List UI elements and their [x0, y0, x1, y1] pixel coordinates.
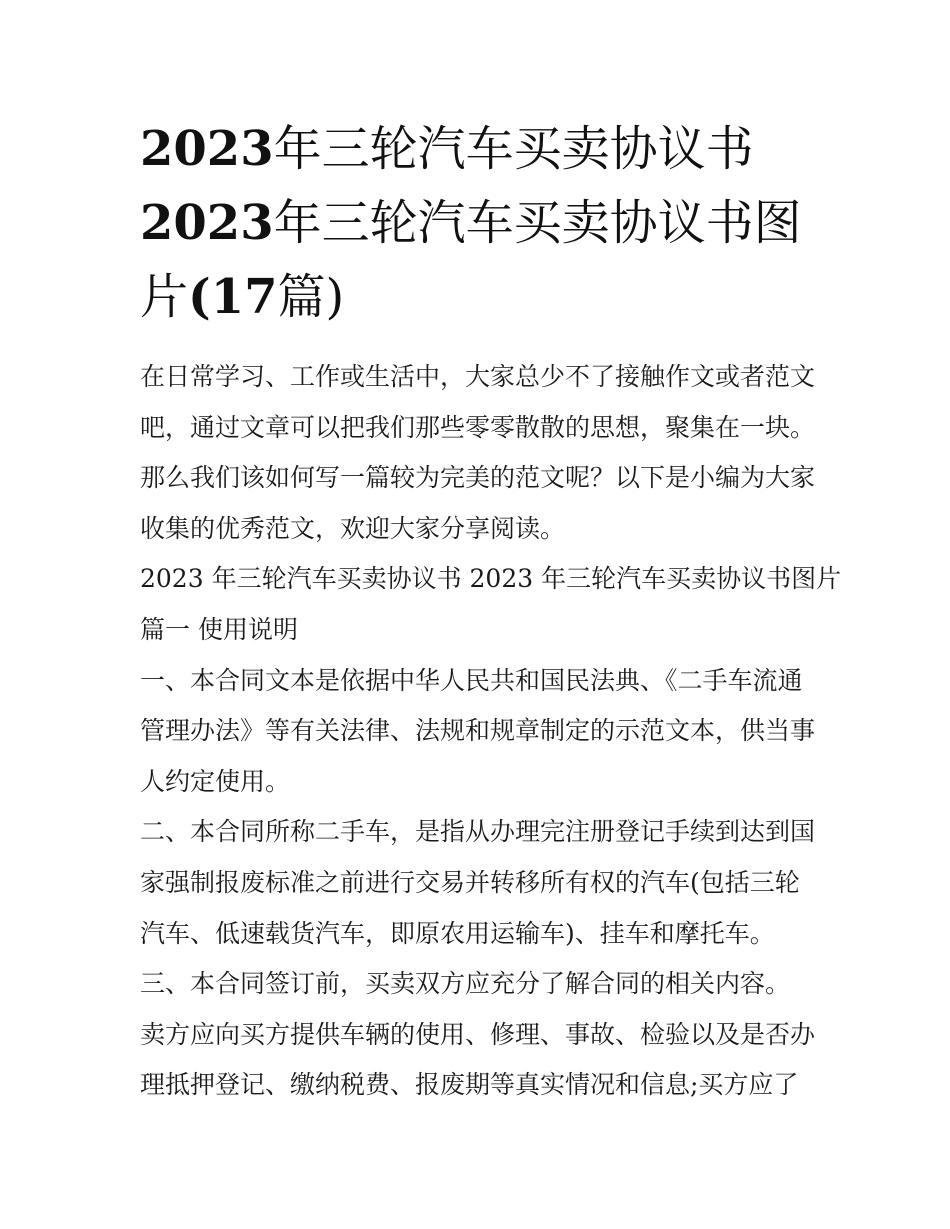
body-line-10: 二、本合同所称二手车，是指从办理完注册登记手续到达到国 [140, 817, 816, 847]
title-text-3b: 篇) [277, 269, 345, 325]
body-line-1: 在日常学习、工作或生活中，大家总少不了接触作文或者范文 [140, 362, 816, 391]
body-line-2: 吧，通过文章可以把我们那些零零散散的思想，聚集在一块。 [140, 412, 816, 442]
document-body [140, 352, 842, 1111]
body-line-3: 那么我们该如何写一篇较为完美的范文呢？以下是小编为大家 [140, 463, 816, 493]
title-text-3a: 片 [140, 269, 189, 325]
body-line-13: 三、本合同签订前，买卖双方应充分了解合同的相关内容。 [140, 969, 791, 999]
body-line-4: 收集的优秀范文，欢迎大家分享阅读。 [140, 513, 566, 543]
title-count: (17 [188, 269, 278, 325]
body-line-14: 卖方应向买方提供车辆的使用、修理、事故、检验以及是否办 [140, 1019, 816, 1049]
title-text-2: 年三轮汽车买卖协议书图 [273, 195, 802, 251]
title-year-1: 2023 [140, 121, 274, 177]
title-year-2: 2023 [140, 195, 274, 251]
body-line-8: 管理办法》等有关法律、法规和规章制定的示范文本，供当事 [140, 716, 816, 746]
body-line-9: 人约定使用。 [140, 766, 291, 796]
body-line-5: 2023 年三轮汽车买卖协议书 2023 年三轮汽车买卖协议书图片 [140, 564, 842, 594]
body-line-11: 家强制报废标准之前进行交易并转移所有权的汽车(包括三轮 [140, 867, 800, 897]
title-text-1: 年三轮汽车买卖协议书 [273, 121, 754, 177]
body-line-7: 一、本合同文本是依据中华人民共和国民法典、《二手车流通 [140, 665, 803, 695]
body-line-15: 理抵押登记、缴纳税费、报废期等真实情况和信息;买方应了 [140, 1070, 799, 1100]
body-line-6: 篇一 使用说明 [140, 614, 298, 644]
document-title [140, 112, 840, 334]
body-line-12: 汽车、低速载货汽车，即原农用运输车)、挂车和摩托车。 [140, 918, 775, 948]
